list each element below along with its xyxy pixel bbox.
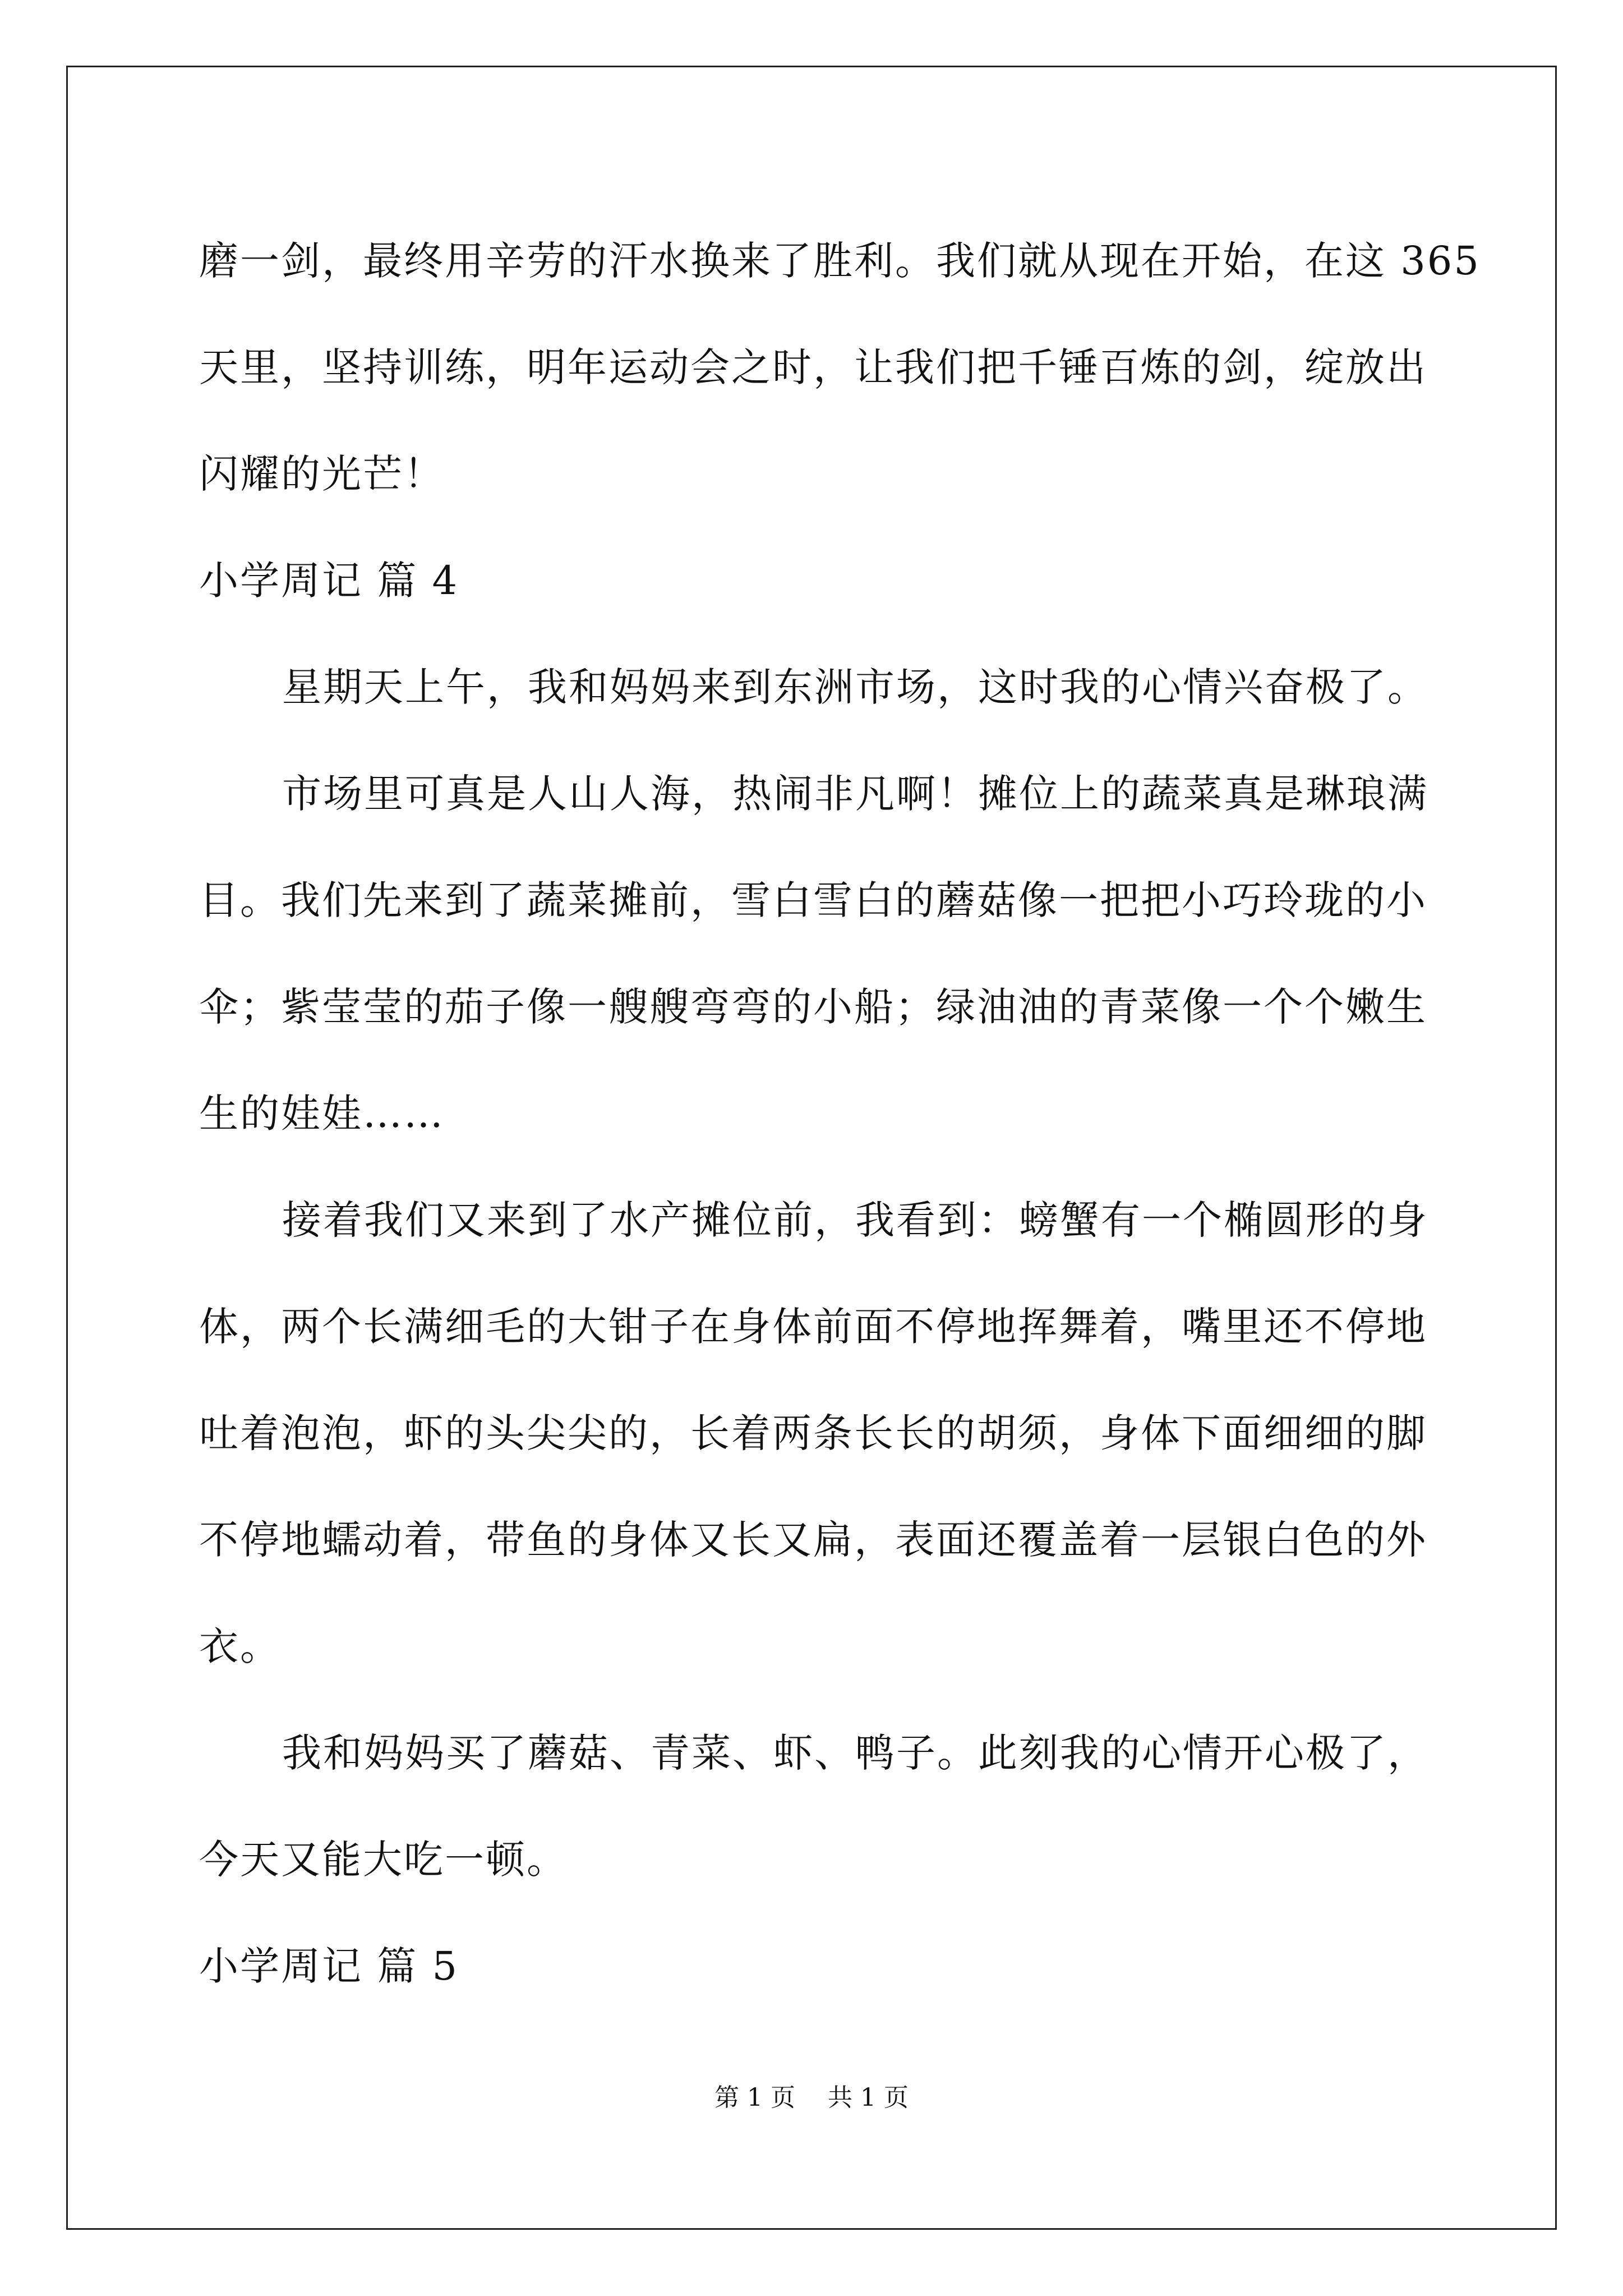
paragraph-first-line: 接着我们又来到了水产摊位前，我看到：螃蟹有一个椭圆形的身: [282, 1197, 1428, 1243]
paragraph-first-line: 星期天上午，我和妈妈来到东洲市场，这时我的心情兴奋极了。: [282, 664, 1428, 710]
text-line: 衣。: [199, 1623, 281, 1669]
page-number: 第 1 页: [714, 2083, 795, 2112]
text-line: 磨一剑，最终用辛劳的汗水换来了胜利。我们就从现在开始，在这 365: [199, 238, 1481, 284]
section-heading: 小学周记 篇 5: [199, 1943, 459, 1989]
section-heading: 小学周记 篇 4: [199, 558, 459, 604]
text-line: 吐着泡泡，虾的头尖尖的，长着两条长长的胡须，身体下面细细的脚: [199, 1410, 1427, 1456]
text-line: 体，两个长满细毛的大钳子在身体前面不停地挥舞着，嘴里还不停地: [199, 1304, 1427, 1350]
text-line: 生的娃娃……: [199, 1091, 445, 1137]
text-line: 不停地蠕动着，带鱼的身体又长又扁，表面还覆盖着一层银白色的外: [199, 1517, 1427, 1563]
document-body: [199, 208, 1481, 2019]
text-line: 目。我们先来到了蔬菜摊前，雪白雪白的蘑菇像一把把小巧玲珑的小: [199, 877, 1427, 923]
text-line: 今天又能大吃一顿。: [199, 1837, 568, 1883]
text-line: 伞；紫莹莹的茄子像一艘艘弯弯的小船；绿油油的青菜像一个个嫩生: [199, 984, 1427, 1030]
text-line: 天里，坚持训练，明年运动会之时，让我们把千锤百炼的剑，绽放出: [199, 344, 1427, 390]
paragraph-first-line: 市场里可真是人山人海，热闹非凡啊！摊位上的蔬菜真是琳琅满: [282, 771, 1428, 817]
page-total: 共 1 页: [828, 2083, 909, 2112]
page-footer: [0, 2081, 1623, 2115]
text-line: 闪耀的光芒！: [199, 451, 445, 497]
paragraph-first-line: 我和妈妈买了蘑菇、青菜、虾、鸭子。此刻我的心情开心极了，: [282, 1730, 1428, 1776]
